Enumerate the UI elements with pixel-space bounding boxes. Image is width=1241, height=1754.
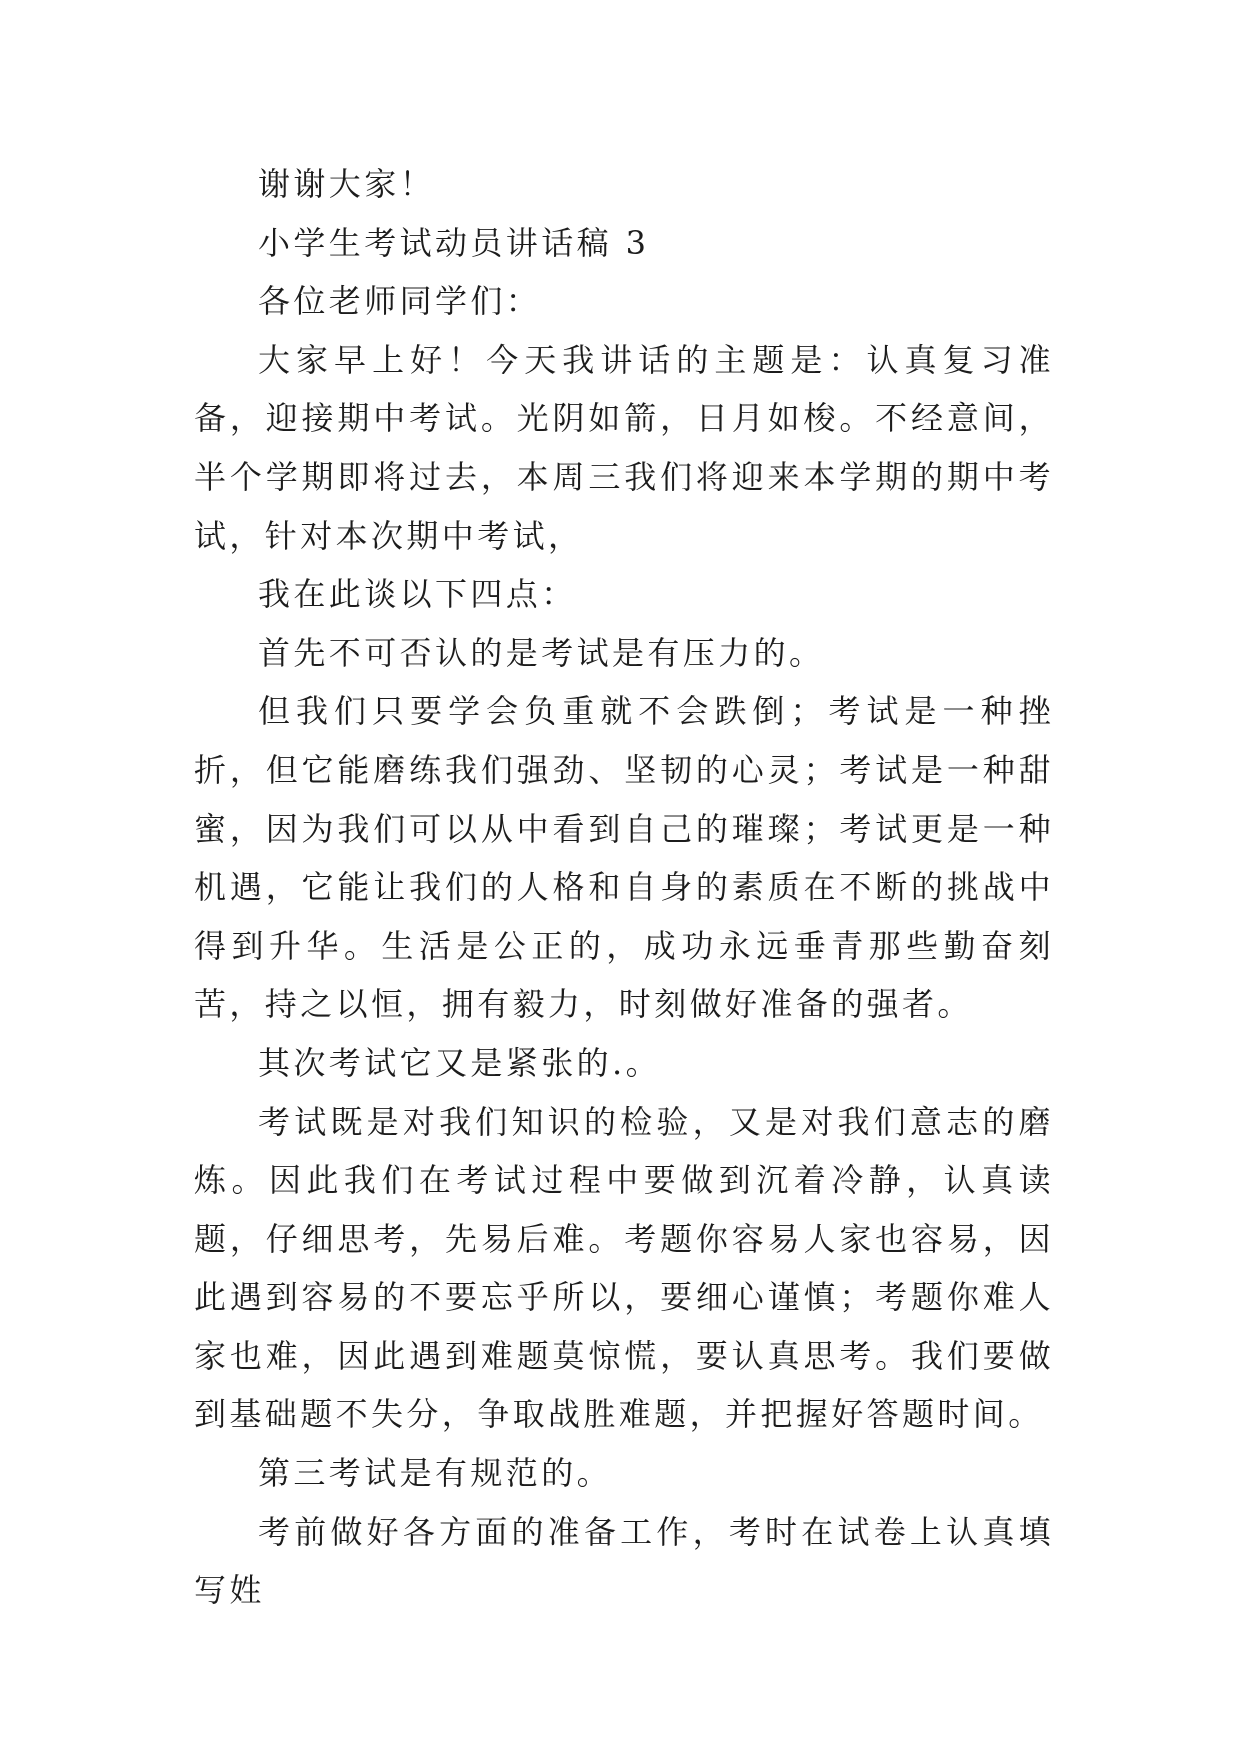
point-three-heading: 第三考试是有规范的。 [258,1454,613,1493]
closing-thanks: 谢谢大家！ [258,165,436,203]
speech-title: 小学生考试动员讲话稿 3 [258,223,650,262]
opening-paragraph: 大家早上好！今天我讲话的主题是：认真复习准备，迎接期中考试。光阴如箭，日月如梭。不经意间，半个学期即将过去，本周三我们将迎来本学期的期中考试，针对本次期中考试， [194,340,1054,555]
point-two-body: 考试既是对我们知识的检验，又是对我们意志的磨炼。因此我们在考试过程中要做到沉着冷静，认真读题，仔细思考，先易后难。考题你容易人家也容易，因此遇到容易的不要忘乎所以，要细心谨慎；考题你难人家也难，因此遇到难题莫惊慌，要认真思考。我们要做到基础题不失分，争取战胜难题，并把握好答题时间。 [194,1102,1054,1434]
point-one-heading: 首先不可否认的是考试是有压力的。 [258,633,825,672]
point-one-body: 但我们只要学会负重就不会跌倒；考试是一种挫折，但它能磨练我们强劲、坚韧的心灵；考试是一种甜蜜，因为我们可以从中看到自己的璀璨；考试更是一种机遇，它能让我们的人格和自身的素质在不断的挑战中得到升华。生活是公正的，成功永远垂青那些勤奋刻苦，持之以恒，拥有毅力，时刻做好准备的强者。 [194,692,1054,1024]
points-intro: 我在此谈以下四点： [258,575,577,614]
point-two-heading: 其次考试它又是紧张的.。 [258,1043,661,1082]
salutation: 各位老师同学们： [258,282,542,321]
document-body [194,155,1054,1620]
point-three-body: 考前做好各方面的准备工作，考时在试卷上认真填写姓 [194,1512,1054,1610]
